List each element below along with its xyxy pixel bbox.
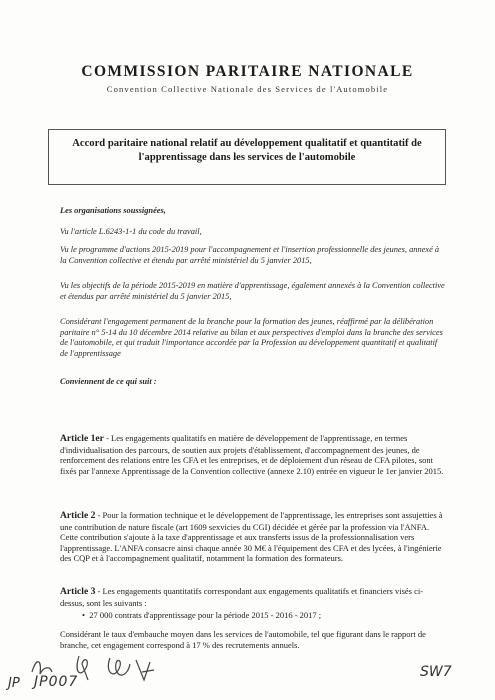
article-1-text: - Les engagements qualitatifs en matière de développement de l'apprentissage, en termes d'individualisation des parcours, de soutien aux projets d'établissement, d'accompagnement des jeunes, de renforcement des relations entre les CFA et les entreprises, et de déploiement d'un réseau de CFA pilotes, sont fixés par l'annexe Apprentissage de la Convention collective (annexe 2.10) entrée en vigueur le 1er janvier 2015. <box>60 433 444 476</box>
agreement-title: Accord paritaire national relatif au développement qualitatif et quantitatif de l'apprentissage dans les services de l'automobile <box>72 138 422 163</box>
handwritten-stamp: SW7 <box>420 664 452 680</box>
recital-4: Considérant l'engagement permanent de la branche pour la formation des jeunes, réaffirmé par la délibération paritaire n° 5-14 du 10 décembre 2014 relative au bilan et aux perspectives d'emploi dans la branche des services de l'automobile, et qui traduit l'importance accordée par la Profession au développement quantitatif et qualitatif de l'apprentissage <box>60 317 443 358</box>
handwritten-page-ref: JP007 <box>34 674 79 690</box>
article-2-text: - Pour la formation technique et le développement de l'apprentissage, les entreprises sont assujetties à une contribution de nature fiscale (art 1609 sexvicies du CGI) décidée et gérée par la profession via l'ANFA. Cette contribution s'ajoute à la taxe d'apprentissage et aux transferts issus de la professionnalisation vers l'apprentissage. L'ANFA consacre ainsi chaque année 30 M€ à l'équipement des CFA et des lycées, à l'ingénierie des CQP et à l'accompagnement qualitatif, notamment la formation des formateurs. <box>60 510 443 564</box>
recital-2: Vu le programme d'actions 2015-2019 pour l'accompagnement et l'insertion professionnelle des jeunes, annexé à la Convention collective et étendu par arrêté ministériel du 5 janvier 2015, <box>60 245 440 265</box>
article-3 <box>60 586 445 608</box>
recital-1: Vu l'article L.6243-1-1 du code du travail, <box>60 227 202 236</box>
article-1-label: Article 1er <box>60 433 104 444</box>
agreed-clause: Conviennent de ce qui suit : <box>60 377 157 386</box>
article-3-text: - Les engagements quantitatifs correspondant aux engagements qualitatifs et financiers visés ci-dessus, sont les suivants : <box>60 586 424 608</box>
handwritten-initials: JP <box>8 676 20 691</box>
commission-title: COMMISSION PARITAIRE NATIONALE <box>81 63 414 80</box>
article-3-label: Article 3 <box>60 586 96 597</box>
article-2 <box>60 510 445 564</box>
article-1 <box>60 433 445 476</box>
signatories-intro: Les organisations soussignées, <box>60 206 166 215</box>
recital-3: Vu les objectifs de la période 2015-2019 en matière d'apprentissage, également annexés à la Convention collective et étendus par arrêté ministériel du 5 janvier 2015, <box>60 281 445 301</box>
bullet-icon: • <box>82 610 90 620</box>
article-2-label: Article 2 <box>60 510 96 521</box>
article-3-bullet <box>82 610 442 620</box>
article-3-bullet-text: 27 000 contrats d'apprentissage pour la période 2015 - 2016 - 2017 ; <box>89 610 322 620</box>
article-3-followup: Considérant le taux d'embauche moyen dans les services de l'automobile, tel que figurant dans le rapport de branche, cet engagement correspond à 17 % des recrutements annuels. <box>60 629 426 650</box>
convention-subtitle: Convention Collective Nationale des Services de l'Automobile <box>106 84 389 94</box>
